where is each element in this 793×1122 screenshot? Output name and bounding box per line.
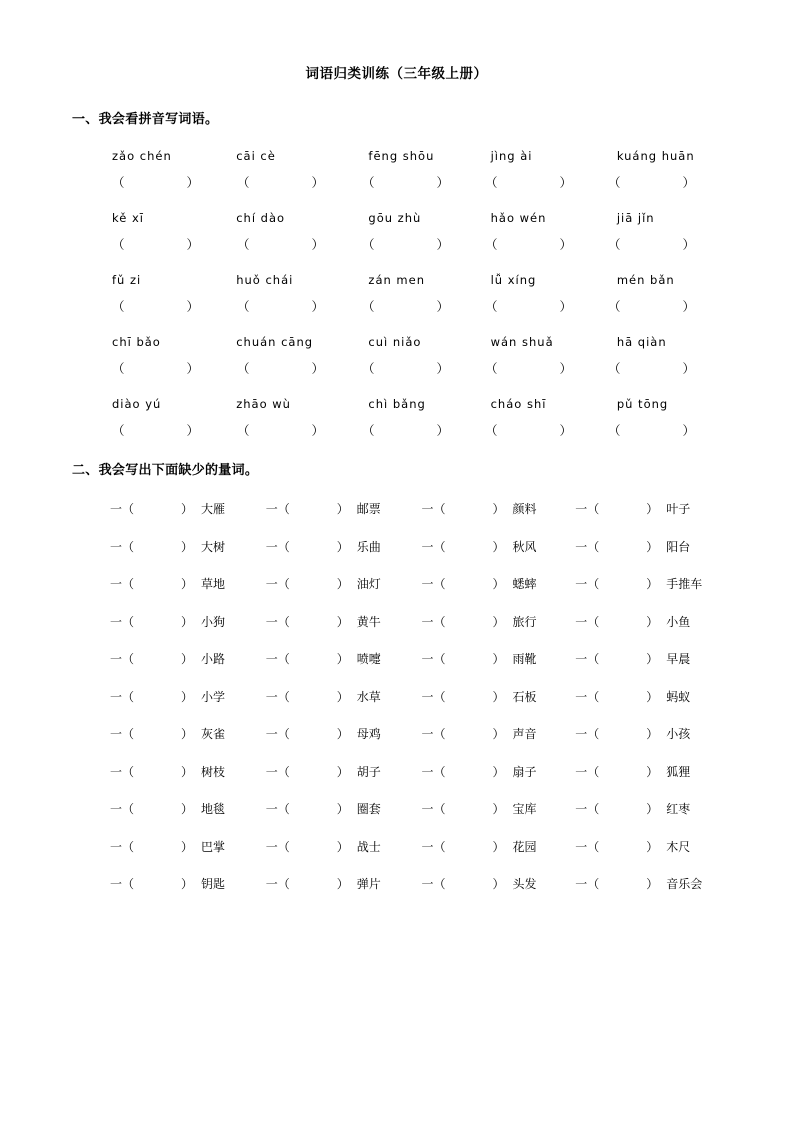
measure-noun: 声音 — [512, 727, 537, 741]
measure-prefix: 一（ — [265, 614, 290, 629]
measure-word-item[interactable] — [567, 763, 721, 780]
measure-word-row — [72, 838, 721, 855]
measure-noun: 蟋蟀 — [512, 577, 537, 591]
pinyin-cell: diào yú — [112, 397, 162, 411]
measure-suffix: ） — [492, 877, 505, 891]
measure-noun: 石板 — [512, 689, 537, 704]
measure-noun: 红枣 — [666, 802, 691, 816]
measure-suffix: ） — [492, 839, 505, 854]
measure-prefix: 一（ — [265, 764, 290, 779]
measure-prefix: 一（ — [265, 839, 290, 854]
pinyin-row — [72, 149, 721, 163]
answer-blank[interactable]: （ ） — [362, 361, 450, 376]
measure-prefix: 一（ — [421, 502, 446, 516]
measure-suffix: ） — [336, 727, 349, 741]
measure-noun: 小狗 — [201, 614, 226, 629]
measure-suffix: ） — [646, 764, 659, 779]
pinyin-cell: zhāo wù — [236, 397, 291, 411]
measure-noun: 水草 — [356, 689, 381, 704]
measure-prefix: 一（ — [421, 539, 446, 554]
measure-word-item[interactable] — [412, 725, 568, 742]
page-title: 词语归类训练（三年级上册） — [305, 66, 488, 81]
answer-blank-row — [72, 235, 721, 253]
pinyin-cell: kuáng huān — [616, 149, 695, 163]
answer-blank[interactable]: （ ） — [237, 237, 325, 252]
measure-word-row — [72, 650, 721, 667]
answer-blank[interactable]: （ ） — [608, 175, 696, 190]
measure-prefix: 一（ — [421, 652, 446, 666]
pinyin-cell: hǎo wén — [490, 211, 547, 225]
pinyin-cell: jiā jǐn — [616, 211, 655, 225]
measure-word-row — [72, 875, 721, 892]
measure-suffix: ） — [646, 802, 659, 816]
pinyin-cell: wán shuǎ — [490, 335, 554, 349]
measure-word-item[interactable] — [72, 800, 256, 817]
measure-noun: 小鱼 — [666, 614, 691, 629]
measure-prefix: 一（ — [110, 802, 135, 816]
answer-blank[interactable]: （ ） — [237, 361, 325, 376]
measure-suffix: ） — [181, 614, 194, 629]
answer-blank[interactable]: （ ） — [485, 175, 573, 190]
measure-prefix: 一（ — [110, 727, 135, 741]
answer-blank[interactable]: （ ） — [112, 361, 200, 376]
section-measure-words — [72, 459, 721, 892]
measure-noun: 乐曲 — [356, 539, 381, 554]
measure-noun: 树枝 — [201, 764, 226, 779]
measure-suffix: ） — [336, 502, 349, 516]
measure-suffix: ） — [181, 727, 194, 741]
measure-word-item[interactable] — [256, 838, 412, 855]
measure-word-row — [72, 500, 721, 517]
measure-word-item[interactable] — [412, 500, 568, 517]
measure-word-row — [72, 763, 721, 780]
answer-blank-row — [72, 359, 721, 377]
measure-noun: 雨靴 — [512, 652, 537, 666]
pinyin-cell: gōu zhù — [368, 211, 422, 225]
measure-prefix: 一（ — [265, 689, 290, 704]
measure-word-item[interactable] — [412, 613, 568, 630]
pinyin-cell: kě xī — [112, 211, 144, 225]
measure-noun: 宝库 — [512, 802, 537, 816]
measure-word-item[interactable] — [567, 575, 721, 592]
answer-blank[interactable]: （ ） — [362, 237, 450, 252]
pinyin-cell: pǔ tōng — [616, 397, 669, 411]
measure-word-item[interactable] — [256, 725, 412, 742]
measure-word-item[interactable] — [72, 650, 256, 667]
measure-noun: 早晨 — [666, 652, 691, 666]
measure-suffix: ） — [492, 502, 505, 516]
measure-prefix: 一（ — [575, 689, 600, 704]
measure-noun: 灰雀 — [201, 727, 226, 741]
measure-word-row — [72, 613, 721, 630]
pinyin-cell: huǒ chái — [236, 273, 294, 287]
pinyin-group-2 — [72, 211, 721, 253]
pinyin-cell: cuì niǎo — [368, 335, 422, 349]
answer-blank-row — [72, 421, 721, 439]
measure-prefix: 一（ — [265, 727, 290, 741]
measure-word-item[interactable] — [412, 575, 568, 592]
section-pinyin — [72, 108, 721, 439]
section-heading-pinyin: 一、我会看拼音写词语。 — [72, 111, 219, 126]
measure-noun: 扇子 — [512, 764, 537, 779]
pinyin-cell: mén bǎn — [616, 273, 675, 287]
measure-noun: 木尺 — [666, 839, 691, 854]
measure-suffix: ） — [181, 689, 194, 704]
measure-suffix: ） — [492, 539, 505, 554]
measure-word-item[interactable] — [567, 613, 721, 630]
measure-word-item[interactable] — [72, 725, 256, 742]
measure-prefix: 一（ — [265, 877, 290, 891]
measure-word-item[interactable] — [256, 538, 412, 555]
measure-word-item[interactable] — [567, 875, 721, 892]
measure-suffix: ） — [646, 877, 659, 891]
measure-word-item[interactable] — [72, 838, 256, 855]
pinyin-row — [72, 211, 721, 225]
measure-noun: 巴掌 — [201, 839, 226, 854]
measure-prefix: 一（ — [265, 502, 290, 516]
measure-word-row — [72, 800, 721, 817]
measure-suffix: ） — [336, 877, 349, 891]
measure-noun: 花园 — [512, 839, 537, 854]
answer-blank[interactable]: （ ） — [608, 423, 696, 438]
answer-blank[interactable]: （ ） — [485, 299, 573, 314]
answer-blank[interactable]: （ ） — [362, 299, 450, 314]
measure-noun: 喷嚏 — [356, 652, 381, 666]
measure-noun: 弹片 — [356, 877, 381, 891]
measure-suffix: ） — [336, 652, 349, 666]
measure-prefix: 一（ — [421, 689, 446, 704]
answer-blank[interactable]: （ ） — [485, 237, 573, 252]
measure-word-item[interactable] — [567, 500, 721, 517]
measure-suffix: ） — [646, 727, 659, 741]
measure-suffix: ） — [492, 652, 505, 666]
measure-noun: 手推车 — [666, 577, 703, 591]
pinyin-cell: hā qiàn — [616, 335, 667, 349]
measure-prefix: 一（ — [575, 539, 600, 554]
measure-suffix: ） — [336, 614, 349, 629]
measure-suffix: ） — [646, 652, 659, 666]
measure-suffix: ） — [181, 539, 194, 554]
measure-suffix: ） — [492, 614, 505, 629]
measure-word-item[interactable] — [412, 800, 568, 817]
measure-prefix: 一（ — [265, 577, 290, 591]
measure-suffix: ） — [492, 764, 505, 779]
measure-word-item[interactable] — [72, 538, 256, 555]
answer-blank[interactable]: （ ） — [112, 237, 200, 252]
measure-noun: 钥匙 — [201, 877, 226, 891]
pinyin-cell: chī bǎo — [112, 335, 161, 349]
measure-prefix: 一（ — [575, 764, 600, 779]
measure-word-item[interactable] — [256, 688, 412, 705]
measure-noun: 草地 — [201, 577, 226, 591]
measure-prefix: 一（ — [110, 877, 135, 891]
measure-noun: 颜料 — [512, 502, 537, 516]
answer-blank[interactable]: （ ） — [112, 299, 200, 314]
pinyin-group-1 — [72, 149, 721, 191]
measure-suffix: ） — [336, 764, 349, 779]
measure-suffix: ） — [181, 839, 194, 854]
answer-blank-row — [72, 173, 721, 191]
measure-word-item[interactable] — [72, 875, 256, 892]
answer-blank[interactable]: （ ） — [485, 361, 573, 376]
measure-suffix: ） — [646, 539, 659, 554]
measure-suffix: ） — [336, 839, 349, 854]
pinyin-cell: zǎo chén — [112, 149, 172, 163]
measure-word-item[interactable] — [72, 613, 256, 630]
measure-word-row — [72, 538, 721, 555]
measure-word-item[interactable] — [412, 875, 568, 892]
measure-noun: 地毯 — [201, 802, 226, 816]
measure-word-item[interactable] — [567, 725, 721, 742]
measure-prefix: 一（ — [421, 839, 446, 854]
pinyin-group-4 — [72, 335, 721, 377]
measure-noun: 小路 — [201, 652, 226, 666]
pinyin-group-5 — [72, 397, 721, 439]
measure-suffix: ） — [492, 727, 505, 741]
measure-noun: 油灯 — [356, 577, 381, 591]
measure-prefix: 一（ — [265, 802, 290, 816]
measure-suffix: ） — [336, 539, 349, 554]
pinyin-row — [72, 335, 721, 349]
measure-noun: 阳台 — [666, 539, 691, 554]
measure-prefix: 一（ — [575, 877, 600, 891]
measure-prefix: 一（ — [110, 764, 135, 779]
measure-noun: 旅行 — [512, 614, 537, 629]
answer-blank[interactable]: （ ） — [362, 175, 450, 190]
measure-word-item[interactable] — [256, 875, 412, 892]
measure-suffix: ） — [492, 577, 505, 591]
measure-word-item[interactable] — [256, 500, 412, 517]
answer-blank[interactable]: （ ） — [112, 175, 200, 190]
measure-word-item[interactable] — [72, 688, 256, 705]
measure-word-item[interactable] — [412, 838, 568, 855]
measure-word-item[interactable] — [256, 575, 412, 592]
answer-blank[interactable]: （ ） — [608, 237, 696, 252]
measure-noun: 胡子 — [356, 764, 381, 779]
measure-word-item[interactable] — [567, 538, 721, 555]
measure-prefix: 一（ — [421, 727, 446, 741]
measure-prefix: 一（ — [575, 727, 600, 741]
measure-suffix: ） — [181, 577, 194, 591]
measure-noun: 音乐会 — [666, 877, 703, 891]
measure-prefix: 一（ — [110, 577, 135, 591]
measure-word-item[interactable] — [412, 650, 568, 667]
pinyin-cell: fēng shōu — [368, 149, 435, 163]
answer-blank[interactable]: （ ） — [362, 423, 450, 438]
measure-prefix: 一（ — [575, 652, 600, 666]
measure-noun: 黄牛 — [356, 614, 381, 629]
measure-suffix: ） — [646, 502, 659, 516]
measure-word-item[interactable] — [567, 650, 721, 667]
measure-suffix: ） — [181, 877, 194, 891]
answer-blank[interactable]: （ ） — [237, 175, 325, 190]
measure-suffix: ） — [646, 614, 659, 629]
measure-noun: 大树 — [201, 539, 226, 554]
measure-noun: 邮票 — [356, 502, 381, 516]
measure-prefix: 一（ — [575, 614, 600, 629]
measure-noun: 蚂蚁 — [666, 689, 691, 704]
measure-prefix: 一（ — [575, 502, 600, 516]
pinyin-cell: jìng ài — [490, 149, 533, 163]
pinyin-cell: cháo shī — [490, 397, 547, 411]
measure-word-item[interactable] — [567, 688, 721, 705]
pinyin-cell: fǔ zi — [112, 273, 142, 287]
section-heading-measure-words: 二、我会写出下面缺少的量词。 — [72, 462, 259, 477]
measure-word-item[interactable] — [72, 763, 256, 780]
pinyin-row — [72, 397, 721, 411]
measure-prefix: 一（ — [575, 839, 600, 854]
answer-blank-row — [72, 297, 721, 315]
measure-suffix: ） — [336, 802, 349, 816]
pinyin-group-3 — [72, 273, 721, 315]
measure-suffix: ） — [181, 764, 194, 779]
answer-blank[interactable]: （ ） — [608, 361, 696, 376]
measure-noun: 小孩 — [666, 727, 691, 741]
measure-prefix: 一（ — [575, 802, 600, 816]
measure-word-item[interactable] — [72, 575, 256, 592]
measure-noun: 叶子 — [666, 502, 691, 516]
measure-word-row — [72, 575, 721, 592]
measure-prefix: 一（ — [421, 614, 446, 629]
measure-prefix: 一（ — [421, 877, 446, 891]
pinyin-cell: chuán cāng — [236, 335, 314, 349]
measure-noun: 母鸡 — [356, 727, 381, 741]
measure-prefix: 一（ — [421, 764, 446, 779]
measure-word-row — [72, 688, 721, 705]
measure-word-item[interactable] — [412, 763, 568, 780]
measure-word-item[interactable] — [256, 800, 412, 817]
measure-word-item[interactable] — [256, 613, 412, 630]
measure-word-item[interactable] — [567, 800, 721, 817]
measure-suffix: ） — [336, 577, 349, 591]
answer-blank[interactable]: （ ） — [237, 299, 325, 314]
answer-blank[interactable]: （ ） — [608, 299, 696, 314]
measure-noun: 大雁 — [201, 502, 226, 516]
measure-prefix: 一（ — [110, 839, 135, 854]
measure-word-row — [72, 725, 721, 742]
measure-suffix: ） — [181, 652, 194, 666]
pinyin-cell: chí dào — [236, 211, 286, 225]
pinyin-cell: lǚ xíng — [490, 273, 537, 287]
answer-blank[interactable]: （ ） — [485, 423, 573, 438]
measure-noun: 小学 — [201, 689, 226, 704]
pinyin-cell: chì bǎng — [368, 397, 426, 411]
measure-word-item[interactable] — [412, 688, 568, 705]
measure-prefix: 一（ — [110, 614, 135, 629]
answer-blank[interactable]: （ ） — [237, 423, 325, 438]
answer-blank[interactable]: （ ） — [112, 423, 200, 438]
measure-suffix: ） — [492, 802, 505, 816]
measure-prefix: 一（ — [421, 802, 446, 816]
measure-word-item[interactable] — [567, 838, 721, 855]
measure-word-item[interactable] — [256, 650, 412, 667]
measure-word-item[interactable] — [412, 538, 568, 555]
measure-word-item[interactable] — [256, 763, 412, 780]
measure-prefix: 一（ — [265, 539, 290, 554]
pinyin-cell: cāi cè — [236, 149, 276, 163]
measure-prefix: 一（ — [421, 577, 446, 591]
measure-noun: 圈套 — [356, 802, 381, 816]
measure-noun: 头发 — [512, 877, 537, 891]
measure-suffix: ） — [336, 689, 349, 704]
measure-noun: 战士 — [356, 839, 381, 854]
measure-prefix: 一（ — [110, 689, 135, 704]
pinyin-cell: zán men — [368, 273, 425, 287]
measure-suffix: ） — [646, 689, 659, 704]
measure-prefix: 一（ — [110, 652, 135, 666]
measure-suffix: ） — [646, 839, 659, 854]
measure-prefix: 一（ — [575, 577, 600, 591]
measure-noun: 秋风 — [512, 539, 537, 554]
measure-prefix: 一（ — [265, 652, 290, 666]
measure-prefix: 一（ — [110, 539, 135, 554]
measure-suffix: ） — [181, 502, 194, 516]
measure-prefix: 一（ — [110, 502, 135, 516]
measure-suffix: ） — [181, 802, 194, 816]
measure-suffix: ） — [492, 689, 505, 704]
measure-suffix: ） — [646, 577, 659, 591]
measure-noun: 狐狸 — [666, 764, 691, 779]
measure-word-item[interactable] — [72, 500, 256, 517]
pinyin-row — [72, 273, 721, 287]
